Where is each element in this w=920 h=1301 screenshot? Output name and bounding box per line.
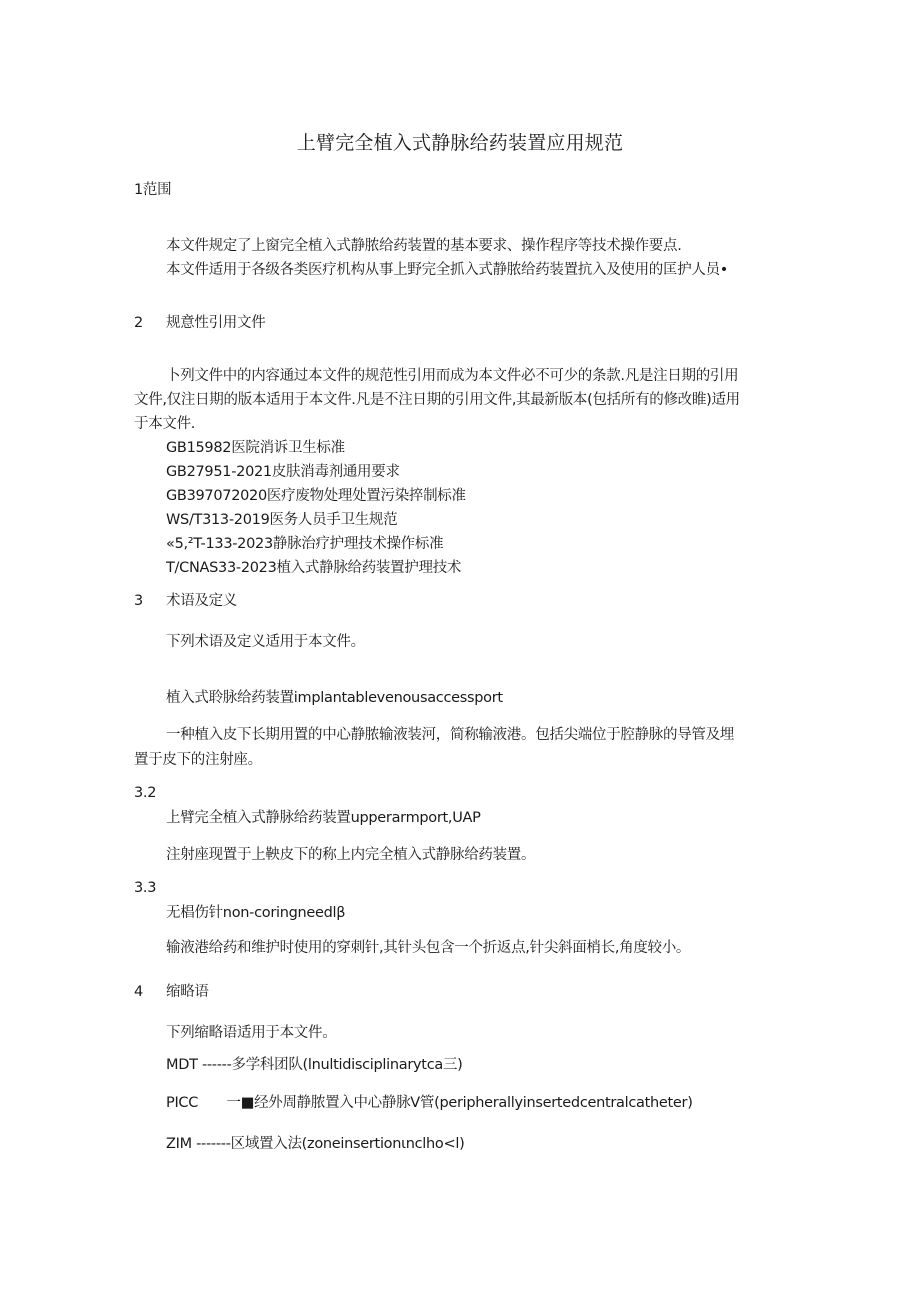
section-1-line-1: 本文件规定了上窗完全植入式静脓给药装置的基本要求、操作程序等技术操作要点. (166, 238, 682, 254)
section-1-line-2: 本文件适用于各级各类医疗机构从事上野完全抓入式静脓给药装置抗入及使用的匡护人员• (166, 262, 729, 278)
term-2-name: 上臂完全植入式静脉给药装置upperarmport,UAP (166, 810, 481, 826)
term-2-number: 3.2 (134, 785, 157, 801)
section-2-para-line-1: 卜列文件中的内容通过本文件的规范性引用而成为本文件必不可少的条款.凡是注日期的引用 (166, 368, 739, 384)
reference-item: WS/T313-2019医务人员手卫生规范 (166, 512, 398, 528)
reference-item: T/CNAS33-2023植入式静脉给药装置护理技术 (166, 560, 462, 576)
term-3-name: 无椙伤针non-coringneedlβ (166, 905, 346, 921)
section-2-number: 2 (134, 315, 143, 331)
section-4-heading: 缩略语 (166, 984, 209, 1000)
reference-item: «5,²T-133-2023静脉治疗护理技术操作标准 (166, 536, 444, 552)
reference-item: GB27951-2021皮肤消毒剂通用要求 (166, 464, 400, 480)
section-1-heading: 1范围 (134, 182, 172, 198)
section-2-para-line-2: 文件,仅注日期的版本适用于本文件.凡是不注日期的引用文件,其最新版本(包括所有的修改睢)适用 (134, 392, 740, 408)
abbreviation-item: MDT ------多学科团队(lnultidisciplinarytca三) (166, 1057, 463, 1073)
section-3-heading: 术语及定义 (166, 593, 237, 609)
section-3-number: 3 (134, 593, 143, 609)
reference-item: GB397072020医疗废物处理处置污染捽制标准 (166, 488, 466, 504)
section-3-intro: 下列术语及定义适用于本文件。 (166, 634, 365, 650)
abbreviation-item: ZIM -------区域置入法(zoneinsertionιnclho<l) (166, 1136, 465, 1152)
section-2-para-line-3: 于本文件. (134, 416, 196, 432)
abbreviation-item: PICC 一■经外周静脓置入中心静脉V管(peripherallyinsertedcentralcatheter) (166, 1095, 693, 1111)
reference-item: GB15982医院消诉卫生标准 (166, 440, 345, 456)
term-2-definition: 注射座现置于上鞅皮下的称上内完全植入式静脉给药装置。 (166, 847, 536, 863)
section-4-number: 4 (134, 984, 143, 1000)
section-2-heading: 规意性引用文件 (166, 315, 266, 331)
term-3-number: 3.3 (134, 880, 157, 896)
term-1-name: 植入式聆脉给药装置implantablevenousaccessport (166, 690, 503, 706)
term-1-definition-line-2: 置于皮下的注射座。 (134, 752, 262, 768)
term-3-definition: 输液港给药和维护时使用的穿刺针,其针头包含一个折返点,针尖斜面梢长,角度较小。 (166, 940, 691, 956)
document-title: 上臂完全植入式静脉给药装置应用规范 (296, 132, 624, 154)
term-1-definition-line-1: 一种植入皮下长期用置的中心静脓输液装河，简称输液港。包括尖端位于腔静脉的导管及埋 (166, 727, 734, 743)
section-4-intro: 下列缩略语适用于本文件。 (166, 1025, 337, 1041)
